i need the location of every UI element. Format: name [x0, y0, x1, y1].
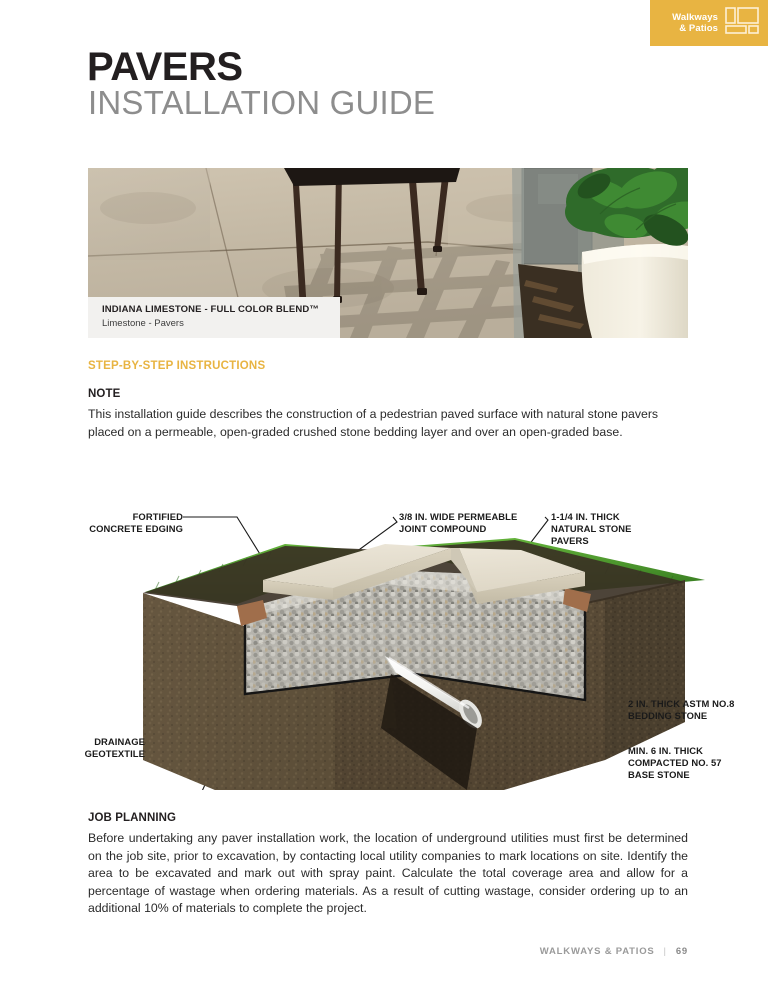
note-heading: NOTE	[88, 388, 121, 400]
page-title: PAVERS	[87, 45, 243, 89]
footer-section-label: WALKWAYS & PATIOS	[539, 946, 655, 957]
svg-text:CONCRETE EDGING: CONCRETE EDGING	[89, 523, 183, 534]
svg-text:1-1/4 IN. THICK: 1-1/4 IN. THICK	[551, 511, 620, 522]
label-bedding-stone	[628, 698, 734, 721]
page-footer	[540, 946, 688, 957]
footer-separator: |	[663, 946, 667, 957]
svg-text:GEOTEXTILE: GEOTEXTILE	[85, 748, 145, 759]
category-tab-label	[672, 12, 718, 35]
svg-text:NATURAL STONE: NATURAL STONE	[551, 523, 632, 534]
job-planning-body: Before undertaking any paver installation work, the location of underground utilities must first be determined on the job site, prior to excavation, by contacting local utility companies to mark locations on site. Identify the area to be excavated and mark out with spray paint. Calculate the total coverage area and allow for a percentage of wastage when ordering materials. As a result of cutting wastage, consider ordering up to an additional 10% of materials to complete the project.	[88, 831, 688, 915]
category-tab-line2: & Patios	[679, 23, 718, 34]
svg-text:PAVERS: PAVERS	[551, 535, 589, 546]
svg-text:MIN. 6 IN. THICK: MIN. 6 IN. THICK	[628, 745, 704, 756]
label-natural-stone-pavers	[551, 511, 631, 546]
paver-cross-section-diagram	[85, 460, 768, 790]
svg-text:JOINT COMPOUND: JOINT COMPOUND	[399, 523, 487, 534]
svg-text:FORTIFIED: FORTIFIED	[132, 511, 183, 522]
category-tab	[650, 0, 768, 46]
category-tab-line1: Walkways	[672, 11, 718, 23]
svg-text:BEDDING STONE: BEDDING STONE	[628, 710, 708, 721]
svg-text:COMPACTED NO. 57: COMPACTED NO. 57	[628, 757, 722, 768]
paver-pattern-icon	[725, 7, 759, 39]
job-planning-heading: JOB PLANNING	[88, 812, 177, 824]
svg-text:DRAINAGE: DRAINAGE	[94, 736, 145, 747]
step-by-step-heading: STEP-BY-STEP INSTRUCTIONS	[88, 360, 266, 372]
svg-text:BASE STONE: BASE STONE	[628, 769, 690, 780]
label-joint-compound	[399, 511, 517, 534]
label-drainage-geotextile	[85, 736, 145, 759]
hero-caption-title: INDIANA LIMESTONE - FULL COLOR BLEND™	[102, 304, 320, 315]
hero-caption	[88, 297, 340, 338]
hero-caption-subtitle: Limestone - Pavers	[102, 318, 184, 329]
svg-text:3/8 IN. WIDE PERMEABLE: 3/8 IN. WIDE PERMEABLE	[399, 511, 518, 522]
label-fortified-concrete-edging	[89, 511, 183, 534]
svg-text:2 IN. THICK ASTM NO.8: 2 IN. THICK ASTM NO.8	[628, 698, 735, 709]
hero-image	[88, 168, 688, 338]
footer-page-number: 69	[675, 946, 688, 957]
note-body: This installation guide describes the construction of a pedestrian paved surface with natural stone pavers placed on a permeable, open-graded crushed stone bedding layer and over an open-graded base.	[88, 407, 659, 439]
page-subtitle: INSTALLATION GUIDE	[88, 84, 436, 121]
label-base-stone	[628, 745, 722, 780]
